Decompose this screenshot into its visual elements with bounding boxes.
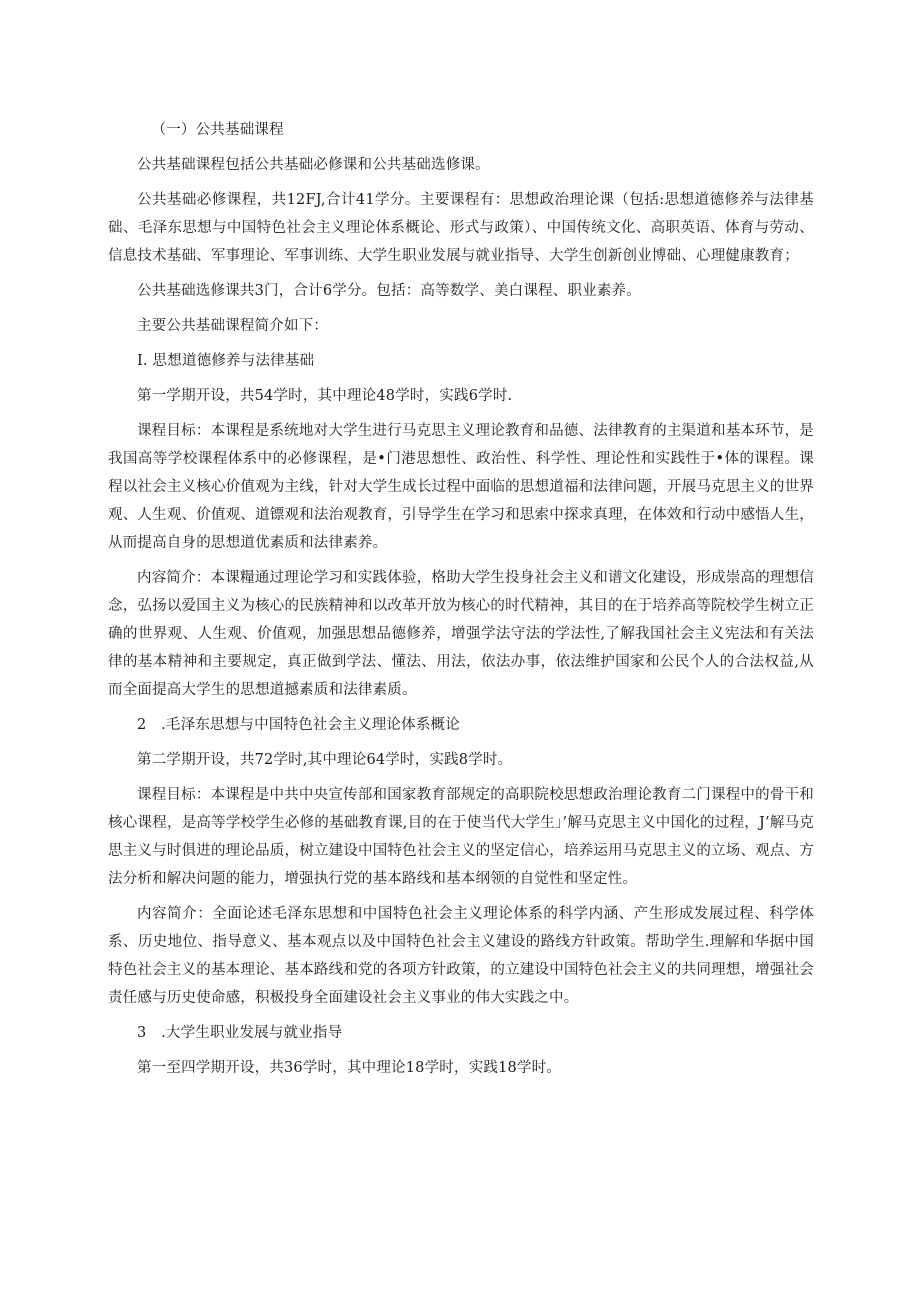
- paragraph-elective-courses: 公共基础选修课共3门，合计6学分。包括：高等数学、美白课程、职业素养。: [137, 283, 641, 299]
- paragraph-required-courses: 公共基础必修课程，共12FJ,合计41学分。主要课程有：思想政治理论课（包括:思想道德修养与法律基础、毛泽东思想与中国特色社会主义理论体系概论、形式与政策）、中国传统文化、高职英语、体育与劳动、信息技术基础、军事理论、军事训练、大学生职业发展与就业指导、大学生创新创业博础、心理健康教育；: [108, 192, 814, 264]
- course-heading-2: 2 .毛泽东思想与中国特色社会主义理论体系概论: [137, 717, 460, 733]
- course-heading-3: 3 .大学生职业发展与就业指导: [137, 1025, 343, 1041]
- course-1-content: 内容简介：本课糧通过理论学习和实践体验，格助大学生投身社会主义和谱文化建设，形成崇高的理想信念，弘扬以爱国主义为核心的民族精神和以改革开放为核心的时代精神，其目的在于培养高等院校学生树立正确的世界观、人生观、价值观，加强思想品德修养，增强学法守法的学法性,了解我国社会主义宪法和有关法律的基本精神和主要规定，真正做到学法、懂法、用法，依法办事，依法维护国家和公民个人的合法权益,从而全面提高大学生的思想道撼素质和法律素质。: [108, 570, 814, 698]
- course-heading-1: I. 思想道德修养与法律基础: [137, 353, 315, 369]
- course-3-schedule: 第一至四学期开设，共36学时，其中理论18学时，实践18学时。: [137, 1060, 562, 1076]
- course-2-schedule: 第二学期开设，共72学时,其中理论64学时，实践8学时。: [137, 752, 513, 768]
- course-1-schedule: 第一学期开设，共54学时，其中理论48学时，实践6学时.: [137, 388, 513, 404]
- paragraph-public-courses-intro: 公共基础课程包括公共基础必修课和公共基础选修课。: [137, 157, 490, 173]
- section-heading-public-basic-courses: （一）公共基础课程: [151, 122, 284, 138]
- paragraph-main-courses-intro: 主要公共基础课程简介如下：: [137, 318, 329, 334]
- course-2-objective: 课程目标：本课程是中共中央宣传部和国家教育部规定的高职院校思想政治理论教育二门课程中的骨干和核心课程，是高等学校学生必修的基础教育课,目的在于使当代大学生」’解马克思主义中国化的过程，J’解马克思主义与时俱进的理论品质，树立建设中国特色社会主义的坚定信心，培养运用马克思主义的立场、观点、方法分析和解决问题的能力，增强执行党的基本路线和基本纲领的自觉性和坚定性。: [108, 787, 814, 887]
- course-2-content: 内容简介：全面论述毛泽东思想和中国特色社会主义理论体系的科学内涵、产生形成发展过程、科学体系、历史地位、指导意义、基本观点以及中国特色社会主义建设的路线方针政策。帮助学生.理解和华据中国特色社会主义的基本理论、基本路线和党的各项方针政策，的立建设中国特色社会主义的共同理想，增强社会责任感与历史使命感，积极投身全面建设社会主义事业的伟大实践之中。: [108, 906, 814, 1006]
- course-1-objective: 课程目标：本课程是系统地对大学生进行马克思主义理论教育和品德、法律教育的主渠道和基本环节，是我国高等学校课程体系中的必修课程，是•门港思想性、政治性、科学性、理论性和实践性于•体的课程。课程以社会主义核心价值观为主线，针对大学生成长过程中面临的思想道福和法律问题，开展马克思主义的世界观、人生观、价值观、道镖观和法治观教育，引导学生在学习和思索中探求真理，在体效和行动中感悟人生，从而提高自身的思想道优素质和法律素养。: [108, 423, 814, 551]
